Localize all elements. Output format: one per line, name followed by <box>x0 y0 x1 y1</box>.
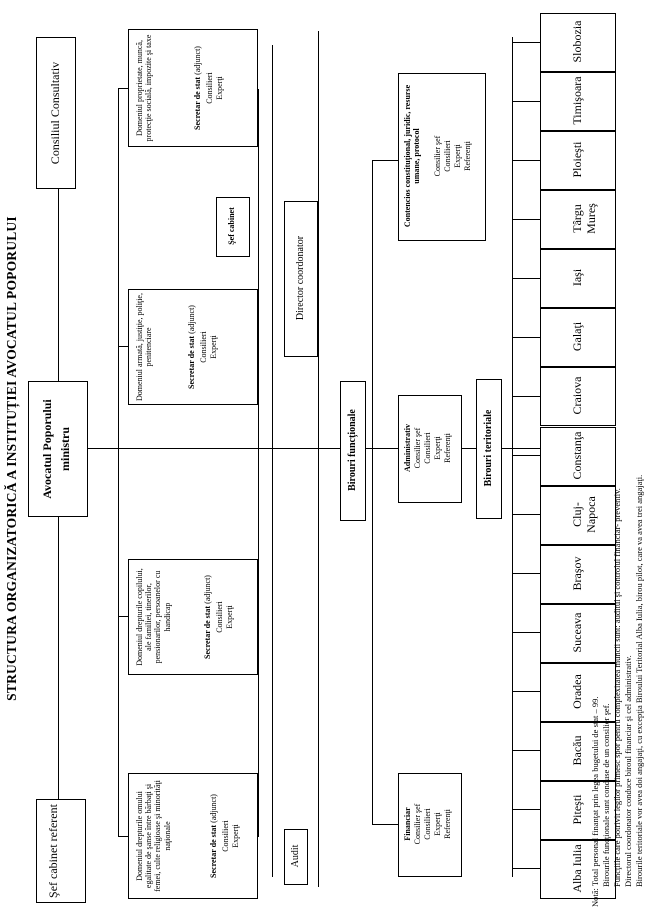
connector-functionale <box>318 31 319 887</box>
connector-city <box>512 868 540 869</box>
financiar-line-4: Referenţi <box>443 809 452 839</box>
connector-city <box>512 42 540 43</box>
city-label: Alba Iulia <box>570 844 584 893</box>
city-label: Bacău <box>570 735 584 766</box>
connector-sef-cabinet <box>258 89 259 837</box>
city-box <box>540 308 616 367</box>
domain-role-1 <box>209 777 218 895</box>
note-line: Directorul coordonator conduce biroul financiar şi cel administrativ. <box>623 655 633 887</box>
city-label: Ploieşti <box>570 141 584 178</box>
connector-city <box>512 455 540 456</box>
consiliul-consultativ-box <box>36 37 76 189</box>
city-box <box>540 545 616 604</box>
birouri-functionale-box <box>340 381 366 521</box>
administrativ-title: Administrativ <box>403 424 412 472</box>
connector-administrativ <box>372 448 398 449</box>
city-box <box>540 367 616 426</box>
city-box <box>540 604 616 663</box>
sef-cabinet-label: Şef cabinet <box>227 207 236 245</box>
domain-staff-2b: Experţi <box>225 605 234 629</box>
city-label: Slobozia <box>570 20 584 63</box>
administrativ-line-4: Referenţi <box>443 433 452 463</box>
domain-text-2: Domeniul drepturile copilului, ale familiei, tinerilor, pensionarilor, persoanelor cu handicap <box>135 568 172 666</box>
domain-staff-2a: Consilieri <box>215 601 224 633</box>
city-label: Oradea <box>570 674 584 709</box>
director-label: Director coordonator <box>295 235 306 321</box>
domain-staff-1a: Consilieri <box>221 820 230 852</box>
domain-staff-3a: Consilieri <box>199 331 208 363</box>
contencios-line-4: Referenţi <box>463 141 472 171</box>
city-label: Târgu Mureş <box>570 203 598 234</box>
connector-avocat-down <box>88 448 576 449</box>
connector-city <box>512 750 540 751</box>
city-label: Iaşi <box>570 268 584 287</box>
contencios-line-2: Consilieri <box>443 140 452 172</box>
domain-role-3 <box>187 293 196 401</box>
domain-role-4 <box>193 33 202 143</box>
sef-cabinet-referent-box <box>36 799 86 903</box>
city-label: Piteşti <box>570 794 584 825</box>
domain-text-4: Domeniul proprietate, muncă, protecţie socială, impozite şi taxe <box>135 34 154 142</box>
director-box <box>284 201 318 357</box>
connector-functionale-branches <box>372 161 373 825</box>
audit-label: Audit <box>290 844 301 868</box>
domain-staff-4b: Experţi <box>215 76 224 100</box>
domain-role-title-1: Secretar de stat <box>209 824 218 878</box>
contencios-line-1: Consilier şef <box>433 135 442 177</box>
note-line: Birourile funcţionale sunt conduse de un consilier şef. <box>601 703 611 887</box>
connector-city <box>512 632 540 633</box>
financiar-box <box>398 773 462 877</box>
city-label: Galaţi <box>570 321 584 352</box>
connector-city <box>512 219 540 220</box>
administrativ-line-1: Consilier şef <box>413 427 422 469</box>
domain-role-rest-2: (adjunct) <box>203 575 212 604</box>
connector-cities <box>512 37 513 877</box>
connector-city <box>512 160 540 161</box>
domain-text-1: Domeniul drepturile omului egalitate de şanse între bărbaţi şi femei, culte religioase şi minorităţi naţionale <box>135 780 172 892</box>
administrativ-line-2: Consilieri <box>423 432 432 464</box>
domain-staff-3b: Experţi <box>209 335 218 359</box>
city-box <box>540 486 616 545</box>
city-label: Braşov <box>570 556 584 591</box>
city-label: Constanţa <box>570 431 584 480</box>
avocatul-poporului-label: Avocatul Poporului <box>40 399 54 499</box>
domain-role-title-2: Secretar de stat <box>203 605 212 659</box>
connector-city <box>512 101 540 102</box>
city-label: Cluj-Napoca <box>570 496 598 533</box>
domain-staff-1b: Experţi <box>231 824 240 848</box>
domain-role-title-3: Secretar de stat <box>187 335 196 389</box>
connector-domain-1 <box>118 836 128 837</box>
domain-role-2 <box>203 563 212 671</box>
avocatul-poporului-sub: ministru <box>58 427 72 472</box>
sef-cabinet-referent-label: Şef cabinet referent <box>46 804 60 898</box>
administrativ-line-3: Experţi <box>433 436 442 460</box>
connector-domain-2 <box>118 616 128 617</box>
contencios-title: Contencios constituţional, juridic, resurse umane, protocol <box>403 84 422 228</box>
domain-box-1 <box>128 773 258 899</box>
city-label: Timişoara <box>570 76 584 125</box>
note-line: Birourile teritoriale vor avea doi angajaţi, cu excepţia Biroului Teritorial Alba Iulia, birou pilot, care va avea trei angajaţi. <box>634 474 644 887</box>
domain-staff-4a: Consilieri <box>205 72 214 104</box>
city-box <box>540 131 616 190</box>
connector-domains <box>118 89 119 837</box>
domain-role-rest-4: (adjunct) <box>193 46 202 75</box>
domain-box-2 <box>128 559 258 675</box>
connector-domain-4 <box>118 88 128 89</box>
audit-box <box>284 829 308 885</box>
birouri-functionale-label: Birouri funcţionale <box>347 409 358 491</box>
administrativ-box <box>398 395 462 503</box>
birouri-teritoriale-label: Birouri teritoriale <box>483 409 494 487</box>
financiar-line-3: Experţi <box>433 812 442 836</box>
connector-financiar <box>372 824 398 825</box>
connector-city <box>512 809 540 810</box>
domain-role-title-4: Secretar de stat <box>193 76 202 130</box>
city-box <box>540 72 616 131</box>
connector-contencios <box>372 160 398 161</box>
connector-main-bus <box>272 45 273 877</box>
connector-top-right <box>58 189 59 381</box>
consiliul-consultativ-label: Consiliul Consultativ <box>48 61 62 165</box>
city-label: Craiova <box>570 376 584 415</box>
city-box <box>540 427 616 486</box>
connector-top-left <box>58 517 59 799</box>
connector-city <box>512 396 540 397</box>
connector-city <box>512 337 540 338</box>
domain-box-4 <box>128 29 258 147</box>
connector-city <box>512 514 540 515</box>
contencios-line-3: Experţi <box>453 144 462 168</box>
city-box <box>540 13 616 72</box>
avocatul-poporului-box <box>28 381 88 517</box>
connector-teritoriale-down <box>462 448 476 449</box>
sef-cabinet-box-real <box>216 197 250 257</box>
city-box <box>540 249 616 308</box>
chart-title: STRUCTURA ORGANIZATORICĂ A INSTITUȚIEI AVOCATUL POPORULUI <box>4 216 19 701</box>
financiar-title: Financiar <box>403 807 412 841</box>
connector-city <box>512 691 540 692</box>
domain-text-3: Domeniul armată, justiţie, poliţie, penitenciare <box>135 293 154 401</box>
domain-box-3-real <box>128 289 258 405</box>
note-line: Notă: Total personal finanţat prin legea bugetului de stat – 99. <box>590 696 600 907</box>
financiar-line-2: Consilieri <box>423 808 432 840</box>
domain-role-rest-3: (adjunct) <box>187 305 196 334</box>
connector-city <box>512 573 540 574</box>
city-label: Suceava <box>570 612 584 653</box>
financiar-line-1: Consilier şef <box>413 803 422 845</box>
city-box <box>540 190 616 249</box>
domain-role-rest-1: (adjunct) <box>209 794 218 823</box>
birouri-teritoriale-box <box>476 379 502 519</box>
note-line: Funcţiile care potrivit legilor primesc spor pentru complexitatea muncii sunt: auditul şi controlul financiar- preventiv. <box>612 488 622 887</box>
connector-city <box>512 278 540 279</box>
contencios-box <box>398 73 486 241</box>
